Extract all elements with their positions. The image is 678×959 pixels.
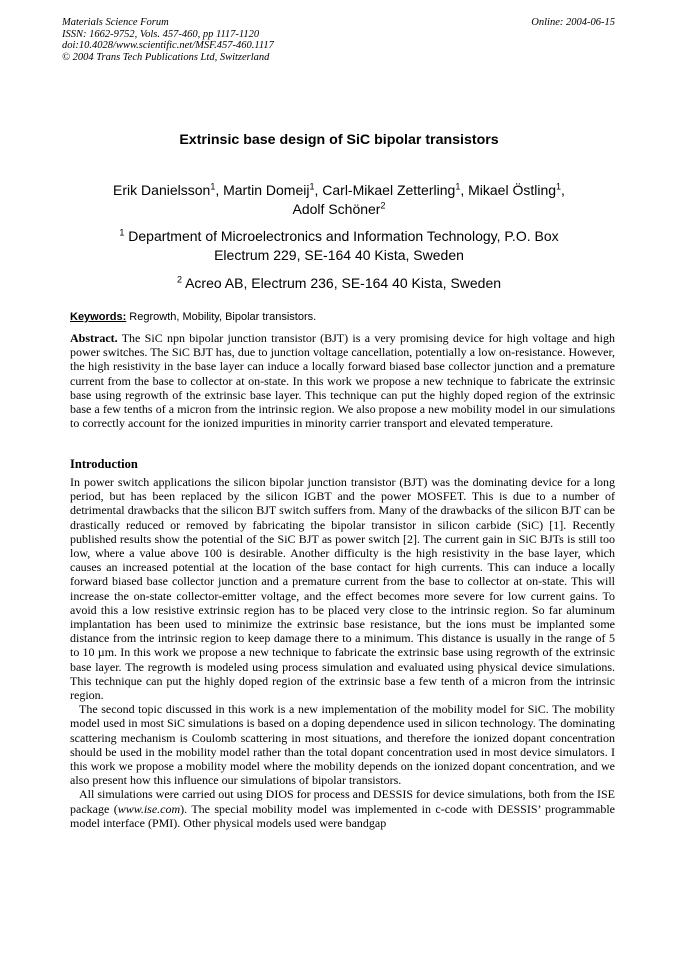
affiliation-marker: 1 (556, 181, 562, 192)
affiliation-2 (62, 274, 616, 293)
paragraph: In power switch applications the silicon bipolar junction transistor (BJT) was the dominating device for a long period, but has been replaced by the silicon IGBT and the power MOSFET. This is due to a number of detrimental drawbacks that the silicon BJT switch suffers from. Many of the drawbacks of the silicon BJT can be drastically reduced or removed by fabricating the bipolar transistor in silicon carbide (SiC) [1]. Recently published results show the potential of the SiC BJT as power switch [2]. The current gain in SiC BJTs is still too low, where a value above 100 is desirable. Another difficulty is the high resistivity in the base layer, which causes an increased potential at the location of the base contact for high currents. This can induce a locally forward biased base collector junction and a premature current from the base to collector at on-state. This will increase the on-state collector-emitter voltage, and the effect becomes more severe for low current gains. To avoid this a low resistive extrinsic region has to be placed very close to the intrinsic region. So far aluminum implantation has been used to minimize the extrinsic base resistance, but the ions must be implanted some distance from the intrinsic region to keep damage there to a minimum. This distance is usually in the range of 5 to 10 µm. In this work we propose a new technique to fabricate the extrinsic base using regrowth of the extrinsic base layer. The regrowth is modeled using process simulation and evaluated using physical device simulations. This technique can put the highly doped region of the extrinsic base a few tenth of a micron from the intrinsic region. (70, 475, 615, 703)
abstract (70, 331, 615, 430)
affiliation-marker: 2 (380, 200, 386, 211)
author-list (62, 181, 616, 219)
author-name: , Martin Domeij (215, 182, 310, 198)
affiliation-text: Electrum 229, SE-164 40 Kista, Sweden (214, 247, 464, 263)
affiliation-marker: 1 (455, 181, 461, 192)
affiliation-text: Department of Microelectronics and Information Technology, P.O. Box (124, 228, 559, 244)
section-heading-introduction: Introduction (70, 457, 138, 471)
keywords-label: Keywords: (70, 311, 127, 323)
abstract-text: The SiC npn bipolar junction transistor (BJT) is a very promising device for high voltage and high power switches. The SiC BJT has, due to junction voltage cancellation, potentially a low on-resistance. However, the high resistivity in the base layer can induce a locally forward biased base collector junction and a premature current from the base to collector at on-state. In this work we propose a new technique to fabricate the extrinsic base using regrowth of the extrinsic base layer. This technique can put the highly doped region of the extrinsic base a few tenths of a micron from the intrinsic region. We also propose a new mobility model in our simulations to correctly account for the ionized impurities in minority carrier transport and elevated temperature. (70, 331, 615, 431)
affiliation-marker: 1 (309, 181, 315, 192)
doi-line: doi:10.4028/www.scientific.net/MSF.457-460.1117 (62, 40, 274, 51)
affiliation-text: Acreo AB, Electrum 236, SE-164 40 Kista, Sweden (181, 275, 502, 291)
url-link: www.ise.com (117, 801, 181, 816)
author-name: , Mikael Östling (460, 182, 557, 198)
journal-name: Materials Science Forum (62, 17, 169, 28)
affiliation-marker: 1 (210, 181, 216, 192)
author-name: Adolf Schöner (292, 201, 381, 217)
abstract-label: Abstract. (70, 331, 118, 345)
paragraph-text: All simulations were carried out using DIOS for process and DESSIS for device simulations, both from the ISE package ( (70, 787, 615, 816)
introduction-section (70, 475, 615, 830)
author-name: Erik Danielsson (113, 182, 211, 198)
keywords (70, 311, 316, 323)
affiliation-marker: 2 (176, 274, 182, 285)
issn-line: ISSN: 1662-9752, Vols. 457-460, pp 1117-1120 (62, 28, 260, 40)
paragraph-text: ). The special mobility model was implemented in c-code with DESSIS’ programmable model interface (PMI). Other physical models used were bandgap (70, 801, 615, 830)
paragraph: The second topic discussed in this work is a new implementation of the mobility model for SiC. The mobility model used in most SiC simulations is based on a doping dependence used in silicon technology. The dominating scattering mechanism is Coulomb scattering in most situations, and therefore the ionized dopant concentration should be used in the mobility model rather than the total dopant concentration used in most device simulators. I this work we propose a mobility model where the mobility depends on the ionized dopant concentration, and we also present how this influence our simulations of bipolar transistors. (70, 702, 615, 788)
paragraph (70, 787, 615, 830)
copyright-line: © 2004 Trans Tech Publications Ltd, Switzerland (62, 51, 270, 63)
author-separator: , (561, 182, 565, 198)
affiliation-marker: 1 (119, 227, 125, 238)
author-name: , Carl-Mikael Zetterling (314, 182, 456, 198)
affiliation-1 (62, 227, 616, 265)
online-date: Online: 2004-06-15 (531, 17, 615, 28)
paper-title: Extrinsic base design of SiC bipolar transistors (179, 132, 499, 148)
keywords-text: Regrowth, Mobility, Bipolar transistors. (126, 311, 317, 323)
journal-header (62, 17, 274, 63)
